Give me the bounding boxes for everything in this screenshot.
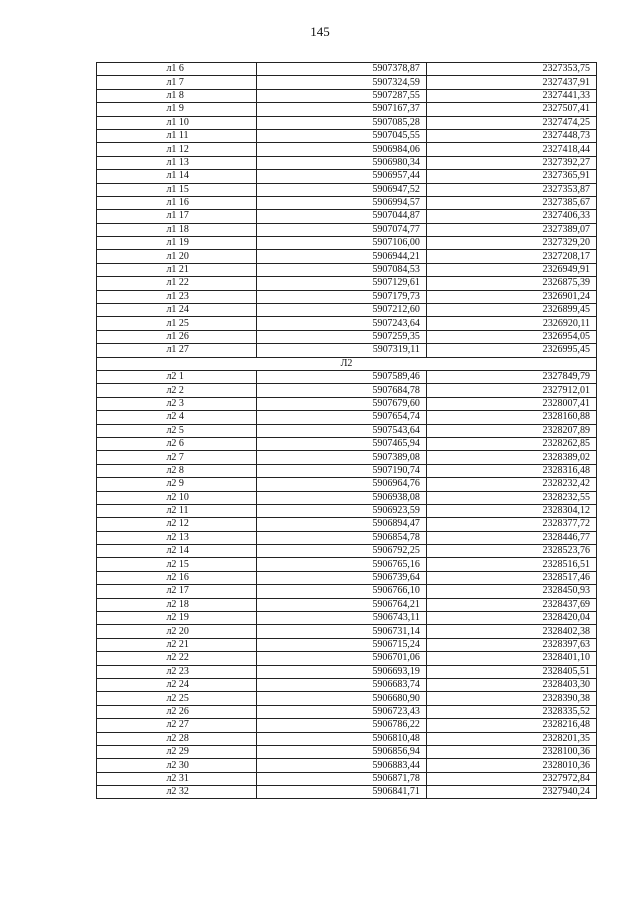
x-coordinate-cell: 5906765,16	[256, 558, 426, 571]
point-name-cell	[97, 304, 257, 317]
table-row	[97, 491, 597, 504]
point-name-cell	[97, 411, 257, 424]
x-coordinate-cell: 5907543,64	[256, 424, 426, 437]
y-coordinate-cell: 2326920,11	[426, 317, 596, 330]
x-coordinate-cell: 5906693,19	[256, 665, 426, 678]
point-name: л2 23	[166, 665, 189, 677]
point-name-cell	[97, 196, 257, 209]
point-name: л1 26	[166, 331, 189, 342]
x-coordinate-cell: 5906743,11	[256, 612, 426, 625]
point-name: л2 31	[166, 772, 189, 784]
section-heading: Л2	[97, 357, 597, 370]
point-name-cell	[97, 678, 257, 691]
x-coordinate-cell: 5906701,06	[256, 652, 426, 665]
point-name-cell	[97, 89, 257, 102]
x-coordinate-cell: 5906964,76	[256, 478, 426, 491]
point-name: л1 8	[166, 89, 184, 101]
point-name-cell	[97, 558, 257, 571]
x-coordinate-cell: 5907085,28	[256, 116, 426, 129]
y-coordinate-cell: 2328402,38	[426, 625, 596, 638]
y-coordinate-cell: 2328397,63	[426, 638, 596, 651]
point-name: л2 29	[166, 746, 189, 758]
table-row	[97, 250, 597, 263]
point-name-cell	[97, 464, 257, 477]
point-name-cell	[97, 625, 257, 638]
y-coordinate-cell: 2328216,48	[426, 719, 596, 732]
point-name: л1 25	[166, 317, 189, 329]
x-coordinate-cell: 5906980,34	[256, 156, 426, 169]
point-name: л2 21	[166, 638, 189, 650]
point-name: л1 20	[166, 250, 189, 262]
point-name: л1 13	[166, 156, 189, 168]
point-name: л1 11	[166, 130, 189, 142]
table-row	[97, 652, 597, 665]
x-coordinate-cell: 5907129,61	[256, 277, 426, 290]
y-coordinate-cell: 2327441,33	[426, 89, 596, 102]
point-name-cell	[97, 290, 257, 303]
x-coordinate-cell: 5906854,78	[256, 531, 426, 544]
point-name-cell	[97, 545, 257, 558]
y-coordinate-cell: 2328304,12	[426, 504, 596, 517]
y-coordinate-cell: 2328403,30	[426, 678, 596, 691]
y-coordinate-cell: 2327389,07	[426, 223, 596, 236]
point-name-cell	[97, 129, 257, 142]
point-name-cell	[97, 397, 257, 410]
x-coordinate-cell: 5906786,22	[256, 719, 426, 732]
point-name-cell	[97, 384, 257, 397]
table-row	[97, 63, 597, 76]
point-name-cell	[97, 719, 257, 732]
point-name-cell	[97, 250, 257, 263]
point-name-cell	[97, 451, 257, 464]
table-row	[97, 103, 597, 116]
table-row	[97, 545, 597, 558]
point-name-cell	[97, 237, 257, 250]
point-name: л2 12	[166, 518, 189, 530]
y-coordinate-cell: 2327448,73	[426, 129, 596, 142]
x-coordinate-cell: 5906856,94	[256, 745, 426, 758]
y-coordinate-cell: 2327353,87	[426, 183, 596, 196]
x-coordinate-cell: 5907465,94	[256, 437, 426, 450]
x-coordinate-cell: 5907179,73	[256, 290, 426, 303]
x-coordinate-cell: 5907259,35	[256, 330, 426, 343]
table-row	[97, 437, 597, 450]
table-row	[97, 290, 597, 303]
x-coordinate-cell: 5906994,57	[256, 196, 426, 209]
point-name: л1 27	[166, 344, 189, 356]
point-name: л2 30	[166, 759, 189, 771]
y-coordinate-cell: 2327474,25	[426, 116, 596, 129]
point-name: л2 2	[166, 384, 184, 396]
x-coordinate-cell: 5907167,37	[256, 103, 426, 116]
point-name: л2 15	[166, 558, 189, 570]
y-coordinate-cell: 2328437,69	[426, 598, 596, 611]
point-name: л2 8	[166, 464, 184, 476]
point-name-cell	[97, 76, 257, 89]
table-row	[97, 76, 597, 89]
point-name-cell	[97, 263, 257, 276]
point-name: л2 13	[166, 531, 189, 543]
y-coordinate-cell: 2327437,91	[426, 76, 596, 89]
x-coordinate-cell: 5906715,24	[256, 638, 426, 651]
page-number: 145	[310, 24, 330, 39]
point-name-cell	[97, 786, 257, 799]
y-coordinate-cell: 2328517,46	[426, 571, 596, 584]
y-coordinate-cell: 2327507,41	[426, 103, 596, 116]
point-name: л1 7	[166, 76, 184, 88]
point-name: л1 21	[166, 264, 189, 276]
table-row	[97, 464, 597, 477]
table-row	[97, 156, 597, 169]
x-coordinate-cell: 5907045,55	[256, 129, 426, 142]
x-coordinate-cell: 5907324,59	[256, 76, 426, 89]
table-row	[97, 705, 597, 718]
point-name-cell	[97, 330, 257, 343]
table-row	[97, 330, 597, 343]
point-name-cell	[97, 317, 257, 330]
x-coordinate-cell: 5907378,87	[256, 63, 426, 76]
y-coordinate-cell: 2326899,45	[426, 304, 596, 317]
point-name-cell	[97, 424, 257, 437]
table-row	[97, 678, 597, 691]
table-row	[97, 585, 597, 598]
x-coordinate-cell: 5907287,55	[256, 89, 426, 102]
table-row	[97, 625, 597, 638]
y-coordinate-cell: 2328335,52	[426, 705, 596, 718]
point-name: л2 27	[166, 719, 189, 731]
y-coordinate-cell: 2328207,89	[426, 424, 596, 437]
point-name: л2 24	[166, 679, 189, 691]
y-coordinate-cell: 2328377,72	[426, 518, 596, 531]
point-name-cell	[97, 116, 257, 129]
table-row	[97, 518, 597, 531]
x-coordinate-cell: 5907212,60	[256, 304, 426, 317]
table-row	[97, 263, 597, 276]
y-coordinate-cell: 2327385,67	[426, 196, 596, 209]
table-row	[97, 277, 597, 290]
x-coordinate-cell: 5906680,90	[256, 692, 426, 705]
point-name: л2 16	[166, 572, 189, 584]
point-name-cell	[97, 612, 257, 625]
table-row	[97, 129, 597, 142]
table-row	[97, 665, 597, 678]
x-coordinate-cell: 5906766,10	[256, 585, 426, 598]
x-coordinate-cell: 5906739,64	[256, 571, 426, 584]
table-row	[97, 571, 597, 584]
y-coordinate-cell: 2328232,42	[426, 478, 596, 491]
point-name-cell	[97, 531, 257, 544]
y-coordinate-cell: 2328160,88	[426, 411, 596, 424]
table-row	[97, 116, 597, 129]
y-coordinate-cell: 2326954,05	[426, 330, 596, 343]
point-name-cell	[97, 759, 257, 772]
point-name-cell	[97, 103, 257, 116]
x-coordinate-cell: 5906723,43	[256, 705, 426, 718]
point-name-cell	[97, 585, 257, 598]
point-name-cell	[97, 665, 257, 678]
table-row	[97, 451, 597, 464]
x-coordinate-cell: 5906683,74	[256, 678, 426, 691]
y-coordinate-cell: 2327406,33	[426, 210, 596, 223]
y-coordinate-cell: 2327972,84	[426, 772, 596, 785]
y-coordinate-cell: 2327365,91	[426, 170, 596, 183]
coordinates-table	[96, 62, 597, 799]
x-coordinate-cell: 5906841,71	[256, 786, 426, 799]
point-name-cell	[97, 210, 257, 223]
table-row	[97, 317, 597, 330]
y-coordinate-cell: 2328405,51	[426, 665, 596, 678]
x-coordinate-cell: 5906883,44	[256, 759, 426, 772]
point-name: л1 24	[166, 304, 189, 316]
x-coordinate-cell: 5906984,06	[256, 143, 426, 156]
point-name-cell	[97, 518, 257, 531]
table-row	[97, 183, 597, 196]
point-name: л2 11	[166, 505, 189, 517]
table-row	[97, 478, 597, 491]
x-coordinate-cell: 5907243,64	[256, 317, 426, 330]
coordinates-table-body	[97, 63, 597, 799]
table-row	[97, 196, 597, 209]
table-row	[97, 745, 597, 758]
point-name-cell	[97, 598, 257, 611]
x-coordinate-cell: 5907190,74	[256, 464, 426, 477]
x-coordinate-cell: 5907684,78	[256, 384, 426, 397]
point-name: л2 4	[166, 411, 184, 423]
x-coordinate-cell: 5907589,46	[256, 370, 426, 383]
point-name-cell	[97, 705, 257, 718]
table-row	[97, 531, 597, 544]
point-name: л1 15	[166, 183, 189, 195]
point-name: л2 10	[166, 491, 189, 503]
point-name: л1 18	[166, 223, 189, 235]
x-coordinate-cell: 5906764,21	[256, 598, 426, 611]
point-name-cell	[97, 491, 257, 504]
x-coordinate-cell: 5907679,60	[256, 397, 426, 410]
x-coordinate-cell: 5906923,59	[256, 504, 426, 517]
table-row	[97, 89, 597, 102]
table-row	[97, 384, 597, 397]
x-coordinate-cell: 5907074,77	[256, 223, 426, 236]
y-coordinate-cell: 2327418,44	[426, 143, 596, 156]
point-name-cell	[97, 504, 257, 517]
y-coordinate-cell: 2327940,24	[426, 786, 596, 799]
x-coordinate-cell: 5907044,87	[256, 210, 426, 223]
section-heading-row	[97, 357, 597, 370]
table-row	[97, 237, 597, 250]
x-coordinate-cell: 5906938,08	[256, 491, 426, 504]
table-row	[97, 370, 597, 383]
y-coordinate-cell: 2328516,51	[426, 558, 596, 571]
point-name: л2 25	[166, 692, 189, 704]
table-row	[97, 598, 597, 611]
y-coordinate-cell: 2326875,39	[426, 277, 596, 290]
point-name: л1 12	[166, 143, 189, 155]
table-row	[97, 170, 597, 183]
x-coordinate-cell: 5906810,48	[256, 732, 426, 745]
y-coordinate-cell: 2328201,35	[426, 732, 596, 745]
y-coordinate-cell: 2328316,48	[426, 464, 596, 477]
y-coordinate-cell: 2328262,85	[426, 437, 596, 450]
point-name: л2 18	[166, 598, 189, 610]
point-name: л1 17	[166, 210, 189, 222]
point-name: л2 22	[166, 652, 189, 664]
point-name-cell	[97, 143, 257, 156]
table-row	[97, 411, 597, 424]
point-name: л1 10	[166, 116, 189, 128]
point-name: л2 28	[166, 732, 189, 744]
table-row	[97, 612, 597, 625]
x-coordinate-cell: 5906731,14	[256, 625, 426, 638]
table-row	[97, 143, 597, 156]
x-coordinate-cell: 5906944,21	[256, 250, 426, 263]
point-name-cell	[97, 732, 257, 745]
point-name-cell	[97, 638, 257, 651]
point-name: л1 6	[166, 63, 184, 75]
point-name-cell	[97, 223, 257, 236]
point-name: л2 20	[166, 625, 189, 637]
y-coordinate-cell: 2328389,02	[426, 451, 596, 464]
point-name-cell	[97, 772, 257, 785]
point-name-cell	[97, 344, 257, 357]
x-coordinate-cell: 5907106,00	[256, 237, 426, 250]
y-coordinate-cell: 2327353,75	[426, 63, 596, 76]
point-name-cell	[97, 370, 257, 383]
table-row	[97, 786, 597, 799]
x-coordinate-cell: 5906947,52	[256, 183, 426, 196]
point-name: л1 14	[166, 170, 189, 182]
y-coordinate-cell: 2327208,17	[426, 250, 596, 263]
x-coordinate-cell: 5906792,25	[256, 545, 426, 558]
y-coordinate-cell: 2328100,36	[426, 745, 596, 758]
y-coordinate-cell: 2327329,20	[426, 237, 596, 250]
point-name-cell	[97, 183, 257, 196]
point-name: л2 5	[166, 424, 184, 436]
table-row	[97, 759, 597, 772]
y-coordinate-cell: 2326901,24	[426, 290, 596, 303]
y-coordinate-cell: 2327392,27	[426, 156, 596, 169]
y-coordinate-cell: 2326949,91	[426, 263, 596, 276]
point-name: л2 14	[166, 545, 189, 557]
table-row	[97, 732, 597, 745]
y-coordinate-cell: 2328523,76	[426, 545, 596, 558]
point-name: л1 16	[166, 197, 189, 209]
point-name-cell	[97, 478, 257, 491]
point-name-cell	[97, 63, 257, 76]
point-name: л2 6	[166, 438, 184, 450]
table-row	[97, 638, 597, 651]
point-name: л1 9	[166, 103, 184, 115]
y-coordinate-cell: 2328010,36	[426, 759, 596, 772]
x-coordinate-cell: 5906957,44	[256, 170, 426, 183]
point-name: л1 22	[166, 277, 189, 289]
table-row	[97, 558, 597, 571]
y-coordinate-cell: 2327912,01	[426, 384, 596, 397]
x-coordinate-cell: 5907654,74	[256, 411, 426, 424]
point-name-cell	[97, 437, 257, 450]
point-name-cell	[97, 745, 257, 758]
point-name-cell	[97, 170, 257, 183]
point-name-cell	[97, 156, 257, 169]
point-name-cell	[97, 571, 257, 584]
table-row	[97, 504, 597, 517]
point-name: л1 19	[166, 237, 189, 249]
table-row	[97, 344, 597, 357]
table-row	[97, 223, 597, 236]
point-name: л2 1	[166, 371, 184, 383]
table-row	[97, 397, 597, 410]
point-name-cell	[97, 692, 257, 705]
y-coordinate-cell: 2328390,38	[426, 692, 596, 705]
point-name: л2 26	[166, 705, 189, 717]
point-name: л2 19	[166, 612, 189, 624]
point-name: л2 3	[166, 397, 184, 409]
table-row	[97, 772, 597, 785]
y-coordinate-cell: 2327849,79	[426, 370, 596, 383]
y-coordinate-cell: 2328420,04	[426, 612, 596, 625]
y-coordinate-cell: 2326995,45	[426, 344, 596, 357]
table-row	[97, 210, 597, 223]
point-name: л2 32	[166, 786, 189, 798]
y-coordinate-cell: 2328232,55	[426, 491, 596, 504]
x-coordinate-cell: 5907319,11	[256, 344, 426, 357]
point-name: л1 23	[166, 290, 189, 302]
x-coordinate-cell: 5906894,47	[256, 518, 426, 531]
y-coordinate-cell: 2328401,10	[426, 652, 596, 665]
table-row	[97, 692, 597, 705]
point-name-cell	[97, 652, 257, 665]
point-name: л2 9	[166, 478, 184, 490]
table-row	[97, 719, 597, 732]
table-row	[97, 304, 597, 317]
table-row	[97, 424, 597, 437]
x-coordinate-cell: 5907084,53	[256, 263, 426, 276]
point-name: л2 17	[166, 585, 189, 597]
y-coordinate-cell: 2328007,41	[426, 397, 596, 410]
point-name-cell	[97, 277, 257, 290]
x-coordinate-cell: 5907389,08	[256, 451, 426, 464]
y-coordinate-cell: 2328450,93	[426, 585, 596, 598]
y-coordinate-cell: 2328446,77	[426, 531, 596, 544]
x-coordinate-cell: 5906871,78	[256, 772, 426, 785]
point-name: л2 7	[166, 451, 184, 463]
